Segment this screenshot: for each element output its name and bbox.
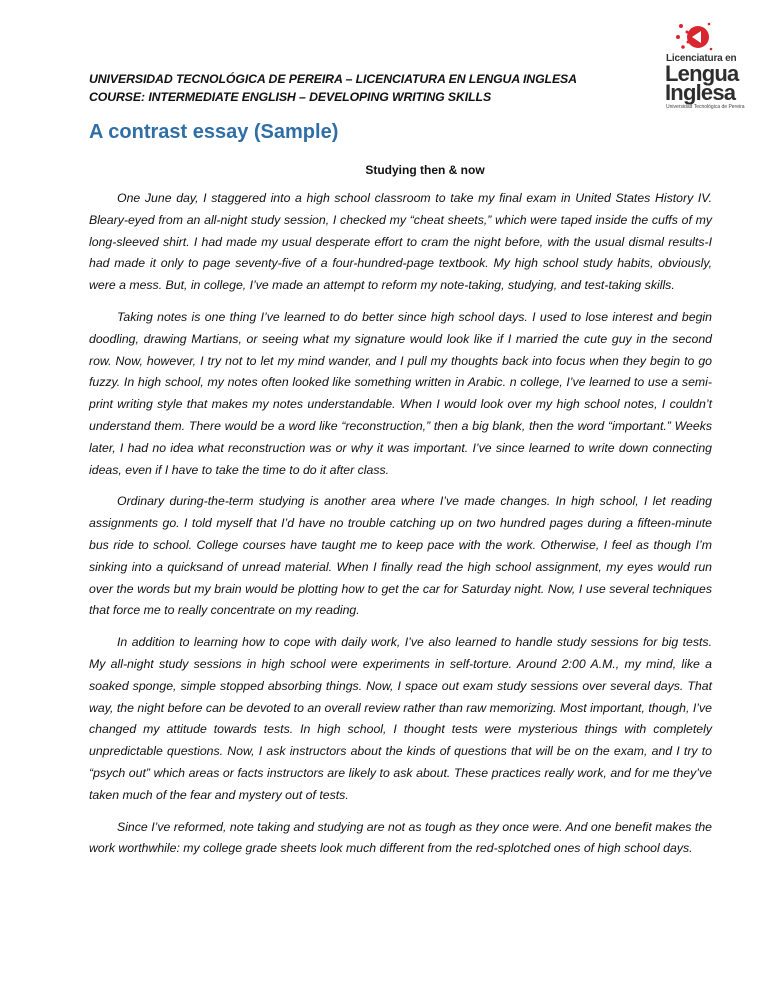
logo-text-university: Universidad Tecnológica de Pereira <box>666 104 745 110</box>
essay-paragraph-5: Since I’ve reformed, note taking and studying are not as tough as they once were. And one benefit makes the work worthwhile: my college grade sheets look much different from the red-splotched ones of high school days. <box>89 819 712 856</box>
header-line-university: UNIVERSIDAD TECNOLÓGICA DE PEREIRA – LICENCIATURA EN LENGUA INGLESA <box>89 72 577 86</box>
logo-text-lengua: Lengua <box>665 61 739 86</box>
logo-emblem-icon <box>674 18 714 56</box>
header-line-course: COURSE: INTERMEDIATE ENGLISH – DEVELOPING WRITING SKILLS <box>89 90 492 104</box>
essay-paragraph-2: Taking notes is one thing I’ve learned to do better since high school days. I used to lose interest and begin doodling, drawing Martians, or seeing what my signature would look like if I married the cute guy in the second row. Now, however, I try not to let my mind wander, and I pull my thoughts back into focus when they begin to go fuzzy. In high school, my notes often looked like something written in Arabic. n college, I’ve learned to use a semi-print writing style that makes my notes understandable. When I would look over my high school notes, I couldn’t understand them. There would be a word like “reconstruction,” then a big blank, then the word “important.” Weeks later, I had no idea what reconstruction was or why it was important. I’ve since learned to write down connecting ideas, even if I have to take the time to do it after class. <box>89 309 712 477</box>
essay-paragraph-3: Ordinary during-the-term studying is another area where I’ve made changes. In high school, I let reading assignments go. I told myself that I’d have no trouble catching up on two hundred pages during a fifteen-minute bus ride to school. College courses have taught me to keep pace with the work. Otherwise, I feel as though I’m sinking into a quicksand of unread material. When I finally read the high school assignment, my eyes would run over the words but my brain would be plotting how to get the car for Saturday night. Now, I use several techniques that force me to really concentrate on my reading. <box>89 494 712 618</box>
essay-body <box>89 188 712 870</box>
document-title: A contrast essay (Sample) <box>89 121 339 143</box>
essay-paragraph-4: In addition to learning how to cope with daily work, I’ve also learned to handle study sessions for big tests. My all-night study sessions in high school were experiments in self-torture. Around 2:00 A.M., my mind, like a soaked sponge, simple stopped absorbing things. Now, I space out exam study sessions over several days. That way, the night before can be devoted to an overall review rather than raw memorizing. Most important, though, I’ve changed my attitude towards tests. In high school, I thought tests were mysterious things with completely unpredictable questions. Now, I ask instructors about the kinds of questions that will be on the exam, and I try to “psych out” which areas or facts instructors are likely to ask about. These practices really work, and for me they’ve taken much of the fear and mystery out of tests. <box>89 635 712 802</box>
essay-paragraph-1: One June day, I staggered into a high school classroom to take my final exam in United States History IV. Bleary-eyed from an all-night study session, I checked my “cheat sheets,” which were taped inside the cuffs of my long-sleeved shirt. I had made my usual desperate effort to cram the night before, with the usual dismal results-I had made it only to page seventy-five of a four-hundred-page textbook. My high school study habits, obviously, were a mess. But, in college, I’ve made an attempt to reform my note-taking, studying, and test-taking skills. <box>89 191 712 293</box>
logo-text-inglesa: Inglesa <box>665 80 736 105</box>
logo-text-licenciatura: Licenciatura en <box>666 53 737 64</box>
program-logo <box>652 18 752 110</box>
essay-subtitle: Studying then & now <box>365 163 485 177</box>
